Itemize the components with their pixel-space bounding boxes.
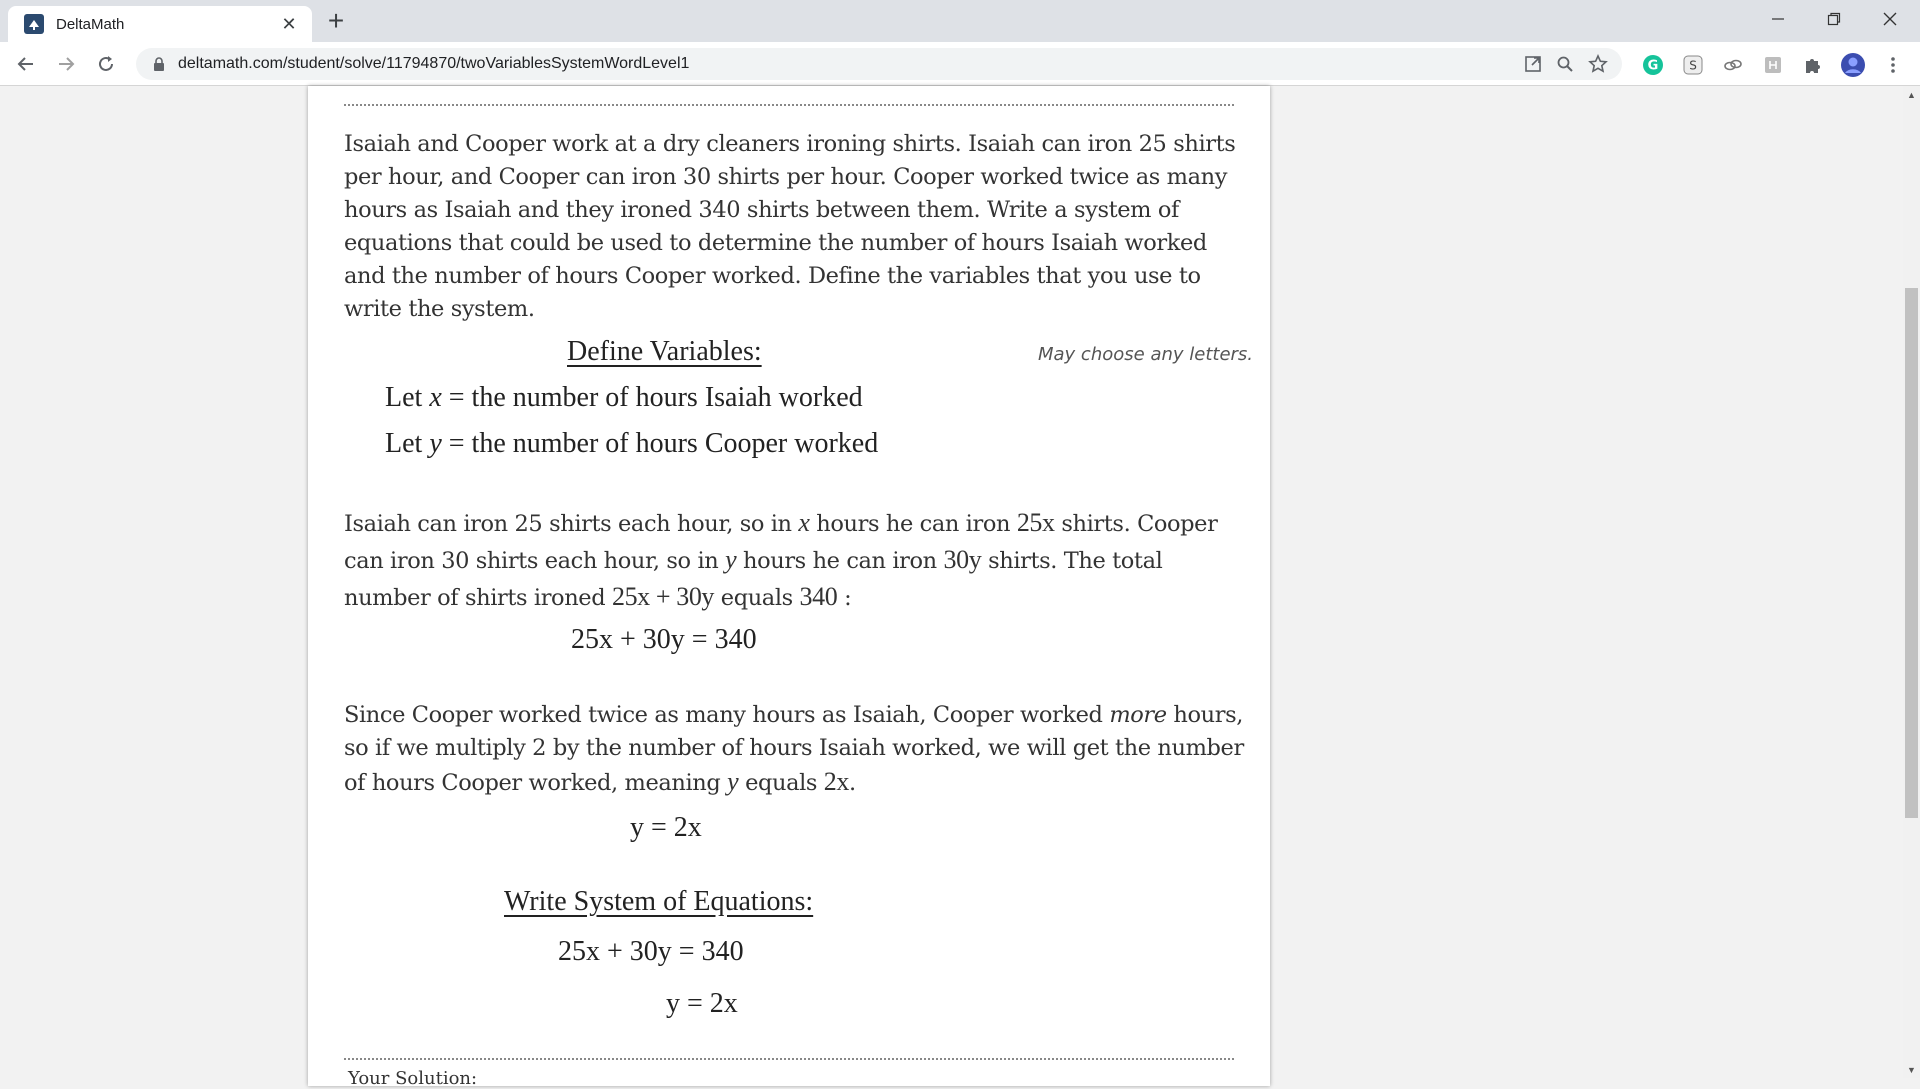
- close-window-button[interactable]: [1862, 0, 1918, 38]
- zoom-icon[interactable]: [1556, 55, 1574, 73]
- explanation-1: [344, 505, 1244, 616]
- equation-relationship: y = 2x: [630, 812, 702, 843]
- your-solution-label: Your Solution:: [348, 1068, 478, 1089]
- problem-card: [308, 86, 1270, 1089]
- page-viewport: [0, 86, 1903, 1089]
- bookmark-star-icon[interactable]: [1588, 54, 1608, 74]
- bottom-divider: [344, 1058, 1234, 1060]
- explanation-2: [344, 699, 1244, 800]
- minimize-button[interactable]: [1750, 0, 1806, 38]
- svg-text:G: G: [1647, 58, 1659, 74]
- page-scrollbar[interactable]: [1903, 86, 1920, 1078]
- scroll-down-arrow-icon[interactable]: ▼: [1907, 1064, 1916, 1075]
- explain1-expr-sum: 25x + 30y: [611, 582, 715, 611]
- explain2-text-3: equals: [738, 770, 824, 796]
- explain1-expr-30y: 30y: [943, 545, 982, 574]
- explain2-emphasis: more: [1109, 702, 1167, 728]
- explain1-text-7: :: [837, 585, 852, 611]
- let-x-text: = the number of hours Isaiah worked: [448, 382, 863, 413]
- address-bar[interactable]: [136, 48, 1622, 80]
- explain1-var-x: x: [798, 508, 810, 537]
- minimize-icon: [1771, 12, 1785, 26]
- browser-toolbar: [0, 42, 1920, 86]
- new-tab-button[interactable]: +: [327, 5, 345, 36]
- explain2-text-4: .: [849, 770, 856, 796]
- back-arrow-icon: [17, 55, 35, 73]
- let-y-text: = the number of hours Cooper worked: [448, 428, 879, 459]
- extensions-puzzle-icon[interactable]: [1800, 52, 1826, 78]
- let-y-prefix: Let: [385, 428, 423, 459]
- let-y-definition: [385, 428, 878, 460]
- explain2-expr-2x: 2x: [823, 767, 849, 796]
- equation-total: 25x + 30y = 340: [571, 624, 757, 655]
- restore-icon: [1827, 12, 1841, 26]
- reload-button[interactable]: [90, 48, 122, 80]
- restore-button[interactable]: [1806, 0, 1862, 38]
- scrollbar-thumb[interactable]: [1905, 288, 1918, 818]
- link-extension-icon[interactable]: [1720, 52, 1746, 78]
- lock-icon[interactable]: [152, 57, 166, 71]
- explain1-var-y: y: [725, 545, 737, 574]
- svg-text:S: S: [1689, 58, 1697, 73]
- s-extension-icon[interactable]: [1680, 52, 1706, 78]
- tab-title: DeltaMath: [56, 15, 125, 33]
- problem-statement: Isaiah and Cooper work at a dry cleaners ironing shirts. Isaiah can iron 25 shirts per hour, and Cooper can iron 30 shirts per hour. Cooper worked twice as many hours as Isaiah and they ironed 340 shirts between them. Write a system of equations that could be used to determine the number of hours Isaiah worked and the number of hours Cooper worked. Define the variables that you use to write the system.: [344, 131, 1236, 322]
- explain1-text-5: shirts. The total number of shirts ironed: [344, 548, 1163, 611]
- profile-avatar[interactable]: [1840, 52, 1866, 78]
- reload-icon: [97, 55, 115, 73]
- browser-tab[interactable]: [8, 6, 312, 42]
- let-y-var: y: [429, 428, 442, 459]
- grammarly-extension-icon[interactable]: [1640, 52, 1666, 78]
- system-equation-2: y = 2x: [666, 988, 738, 1019]
- explain1-expr-25x: 25x: [1016, 508, 1055, 537]
- explain1-text-2: hours he can iron: [809, 511, 1017, 537]
- explain1-text-4: hours he can iron: [736, 548, 944, 574]
- let-x-var: x: [429, 382, 442, 413]
- doc-extension-icon[interactable]: [1760, 52, 1786, 78]
- top-divider: [344, 104, 1234, 106]
- deltamath-favicon-icon: [24, 14, 44, 34]
- forward-arrow-icon: [57, 55, 75, 73]
- letters-hint: May choose any letters.: [1038, 344, 1254, 365]
- let-x-prefix: Let: [385, 382, 423, 413]
- explain1-text-3: shirts. Cooper can iron 30 shirts each hour, so in: [344, 511, 1218, 574]
- scroll-up-arrow-icon[interactable]: ▲: [1907, 89, 1916, 100]
- browser-menu-icon[interactable]: [1880, 52, 1906, 78]
- let-x-definition: [385, 382, 863, 414]
- explain2-var-y: y: [727, 767, 739, 796]
- explain1-text-6: equals: [714, 585, 800, 611]
- url-text[interactable]: deltamath.com/student/solve/11794870/twoVariablesSystemWordLevel1: [178, 55, 690, 72]
- system-equation-1: 25x + 30y = 340: [558, 936, 744, 967]
- system-heading: Write System of Equations:: [504, 886, 814, 917]
- close-window-icon: [1883, 12, 1897, 26]
- explain2-text-1: Since Cooper worked twice as many hours as Isaiah, Cooper worked: [344, 702, 1110, 728]
- define-variables-heading: Define Variables:: [567, 336, 762, 367]
- forward-button[interactable]: [50, 48, 82, 80]
- back-button[interactable]: [10, 48, 42, 80]
- explain2-text-2: hours, so if we multiply 2 by the number of hours Isaiah worked, we will get the number of hours Cooper worked, meaning: [344, 702, 1244, 796]
- tab-close-icon[interactable]: ✕: [281, 13, 297, 34]
- tab-strip: [0, 0, 1920, 42]
- explain1-text-1: Isaiah can iron 25 shirts each hour, so in: [344, 511, 799, 537]
- open-in-app-icon[interactable]: [1524, 55, 1542, 73]
- explain1-expr-340: 340: [799, 582, 838, 611]
